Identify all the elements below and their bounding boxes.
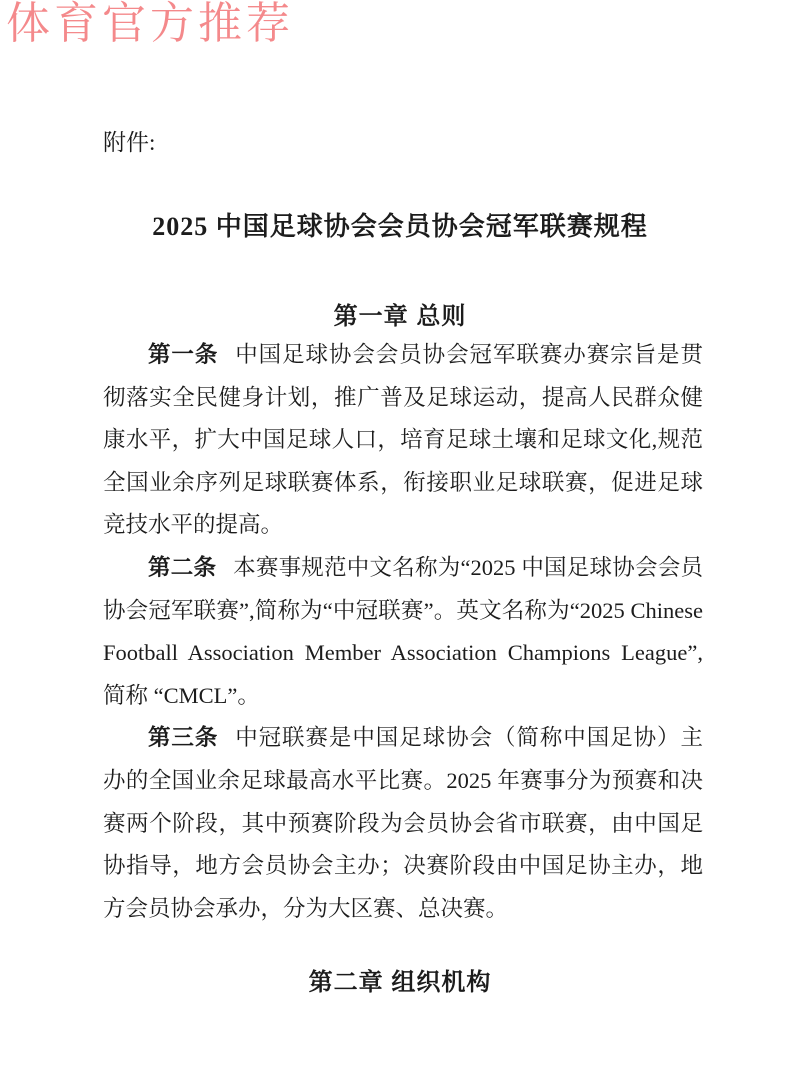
article-2 — [103, 547, 703, 717]
watermark-text: 体育官方推荐 — [6, 0, 294, 48]
article-3-label: 第三条 — [148, 725, 219, 751]
document-title: 2025 中国足球协会会员协会冠军联赛规程 — [152, 212, 648, 241]
article-1 — [103, 334, 703, 547]
article-2-label: 第二条 — [148, 554, 217, 580]
chapter-2-heading: 第二章 组织机构 — [308, 969, 492, 996]
article-3 — [103, 717, 703, 930]
article-1-label: 第一条 — [148, 342, 219, 367]
attachment-label: 附件: — [103, 130, 156, 155]
article-1-text: 中国足球协会会员协会冠军联赛办赛宗旨是贯彻落实全民健身计划，推广普及足球运动，提高人民群众健康水平，扩大中国足球人口，培育足球土壤和足球文化,规范全国业余序列足球联赛体系，衔接职业足球联赛，促进足球竞技水平的提高。 — [103, 342, 703, 538]
document-body — [103, 334, 703, 930]
chapter-1-heading: 第一章 总则 — [333, 303, 467, 330]
article-3-text: 中冠联赛是中国足球协会（简称中国足协）主办的全国业余足球最高水平比赛。2025 年赛事分为预赛和决赛两个阶段，其中预赛阶段为会员协会省市联赛，由中国足协指导，地方会员协会主办；决赛阶段由中国足协主办，地方会员协会承办，分为大区赛、总决赛。 — [103, 725, 703, 921]
article-2-text: 本赛事规范中文名称为“2025 中国足球协会会员协会冠军联赛”,简称为“中冠联赛”。英文名称为“2025 Chinese Football Association Member Association Champions League”, 简称 “CMCL”。 — [103, 554, 703, 708]
